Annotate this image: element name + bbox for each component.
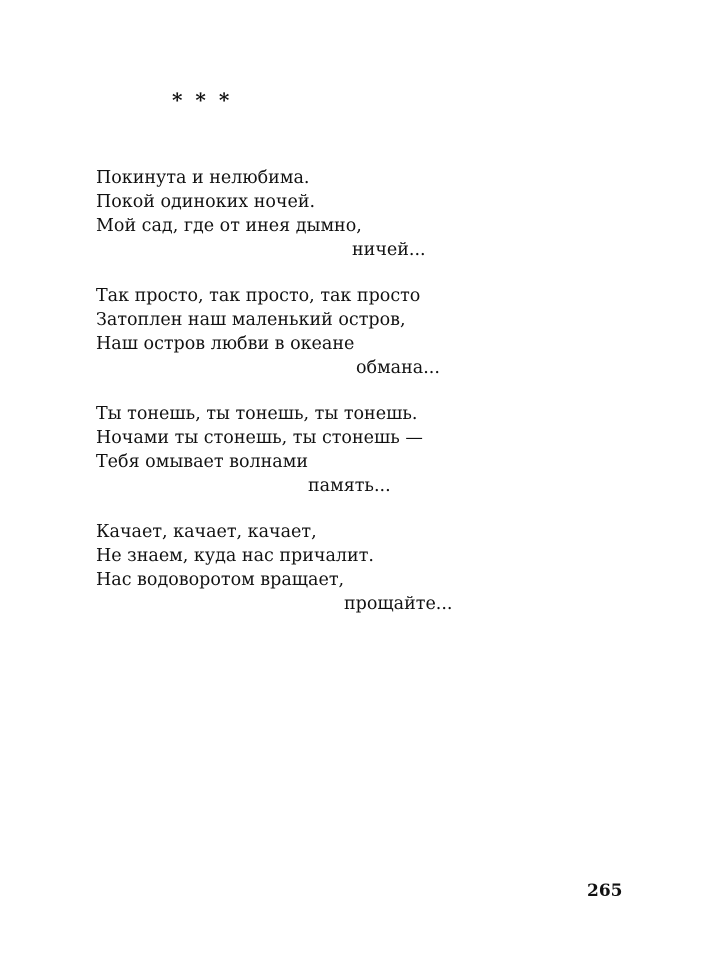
poem-line-indented: обмана... <box>356 358 440 378</box>
page-number: 265 <box>587 881 623 901</box>
poem <box>96 166 576 638</box>
stanza-3 <box>96 402 576 498</box>
section-ornament: * * * <box>172 88 233 112</box>
poem-line: Так просто, так просто, так просто <box>96 286 421 306</box>
poem-line: Тебя омывает волнами <box>96 452 309 472</box>
poem-line-indented: память... <box>308 476 391 496</box>
poem-line-indented: ничей... <box>352 240 426 260</box>
poem-line: Наш остров любви в океане <box>96 334 355 354</box>
poem-line-indented: прощайте... <box>344 594 453 614</box>
stanza-1 <box>96 166 576 262</box>
poem-line: Ты тонешь, ты тонешь, ты тонешь. <box>96 404 418 424</box>
poem-line: Затоплен наш маленький остров, <box>96 310 406 330</box>
poem-line: Не знаем, куда нас причалит. <box>96 546 374 566</box>
poem-line: Ночами ты стонешь, ты стонешь — <box>96 428 423 448</box>
stanza-4 <box>96 520 576 616</box>
poem-line: Мой сад, где от инея дымно, <box>96 216 362 236</box>
poem-line: Покинута и нелюбима. <box>96 168 310 188</box>
stanza-2 <box>96 284 576 380</box>
poem-line: Нас водоворотом вращает, <box>96 570 345 590</box>
poem-line: Качает, качает, качает, <box>96 522 317 542</box>
poem-line: Покой одиноких ночей. <box>96 192 316 212</box>
